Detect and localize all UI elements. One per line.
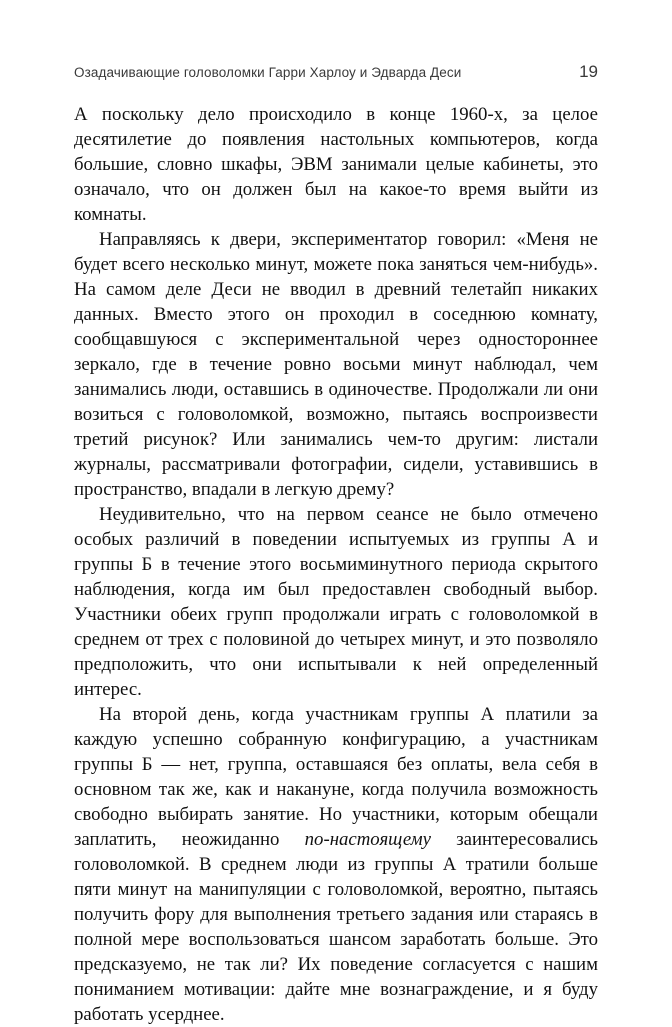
paragraph: А поскольку дело происходило в конце 1960-х, за целое десятилетие до появления настольных компьютеров, когда большие, словно шкафы, ЭВМ занимали целые кабинеты, это означало, что он должен был на какое-то время выйти из комнаты. [74,104,598,225]
paragraph: Направляясь к двери, экспериментатор говорил: «Меня не будет всего несколько минут, можете пока заняться чем-нибудь». На самом деле Деси не вводил в древний телетайп никаких данных. Вместо этого он проходил в соседнюю комнату, сообщавшуюся с экспериментальной через одностороннее зеркало, где в течение ровно восьми минут наблюдал, чем занимались люди, оставшись в одиночестве. Продолжали ли они возиться с головоломкой, возможно, пытаясь воспроизвести третий рисунок? Или занимались чем-то другим: листали журналы, рассматривали фотографии, сидели, уставившись в пространство, впадали в легкую дрему? [74,229,598,500]
paragraph-text: заинтересовались головоломкой. В среднем люди из группы А тратили больше пяти минут на манипуляции с головоломкой, вероятно, пытаясь получить фору для выполнения третьего задания или стараясь в полной мере воспользоваться шансом заработать больше. Это предсказуемо, не так ли? Их поведение согласуется с нашим пониманием мотивации: дайте мне вознаграждение, и я буду работать усерднее. [74,829,598,1025]
emphasized-word: по-настоящему [304,829,432,850]
body-text [74,102,598,1027]
paragraph: Неудивительно, что на первом сеансе не было отмечено особых различий в поведении испытуемых из группы А и группы Б в течение этого восьмиминутного периода скрытого наблюдения, когда им был предоставлен свободный выбор. Участники обеих групп продолжали играть с головоломкой в среднем от трех с половиной до четырех минут, и это позволяло предположить, что они испытывали к ней определенный интерес. [74,504,598,700]
page-number: 19 [579,62,598,81]
paragraph [74,702,598,1027]
running-header [74,62,598,84]
running-title: Озадачивающие головоломки Гарри Харлоу и Эдварда Деси [74,65,462,80]
paragraph-text: На второй день, когда участникам группы А платили за каждую успешно собранную конфигурацию, а участникам группы Б — нет, группа, оставшаяся без оплаты, вела себя в основном так же, как и накануне, когда получила возможность свободно выбирать занятие. Но участники, которым обещали заплатить, неожиданно [74,704,598,850]
